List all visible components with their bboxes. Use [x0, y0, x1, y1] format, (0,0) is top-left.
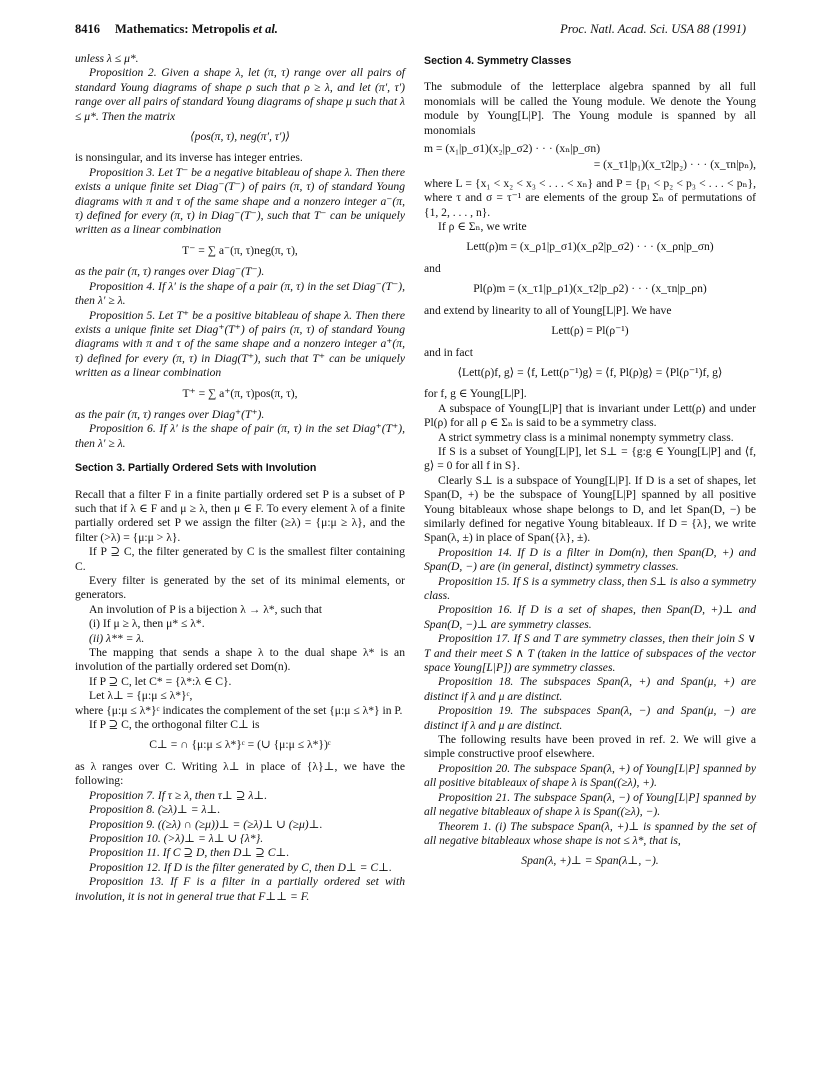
equation: ⟨Lett(ρ)f, g⟩ = ⟨f, Lett(ρ⁻¹)g⟩ = ⟨f, Pl(ρ)g⟩ = ⟨Pl(ρ⁻¹)f, g⟩ [457, 365, 723, 379]
list-item: (i) If μ ≥ λ, then μ* ≤ λ*. [89, 617, 205, 631]
equation: Lett(ρ) = Pl(ρ⁻¹) [551, 324, 629, 338]
proposition: Proposition 17. If S and T are symmetry classes, then their join S ∨ T and their meet S ∧ T (taken in the lattice of subspaces of the vector space Young[L|P]) are symmetry classes. [424, 632, 756, 675]
paragraph: If S is a subset of Young[L|P], let S⊥ = {g:g ∈ Young[L|P] and ⟨f, g⟩ = 0 for all f in S}. [424, 444, 756, 473]
proposition: Proposition 3. Let T⁻ be a negative bitableau of shape λ. Then there exists a unique finite set Diag⁻(T⁻) of pairs (π, τ) of standard Young diagrams with π and τ of the same shape and a nonzero integer a⁻(π, τ) defined for every (π, τ) in Diag⁻(T⁻), such that T⁻ can be uniquely written as a linear combination [75, 165, 405, 237]
paragraph: A subspace of Young[L|P] that is invariant under Lett(ρ) and under Pl(ρ) for all ρ ∈ Σₙ is said to be a symmetry class. [424, 401, 756, 430]
paragraph: Clearly S⊥ is a subspace of Young[L|P]. If D is a set of shapes, let Span(D, +) be the subspace of Young[L|P] spanned by all positive Young bitableaux whose shape belongs to D, and let Span(D, −) be similarly defined for negative Young bitableaux. If D = {λ}, we write Span(λ, ±) in place of Span({λ}, ±). [424, 473, 756, 545]
paragraph: and [424, 261, 441, 275]
proposition: Proposition 12. If D is the filter generated by C, then D⊥ = C⊥. [89, 860, 392, 874]
paragraph: and extend by linearity to all of Young[L|P]. We have [424, 303, 672, 317]
section-title: Mathematics: Metropolis et al. [115, 22, 278, 36]
equation: T⁻ = ∑ a⁻(π, τ)neg(π, τ), [182, 243, 298, 257]
paragraph: If P ⊇ C, let C* = {λ*:λ ∈ C}. [89, 674, 232, 688]
paragraph: Let λ⊥ = {μ:μ ≤ λ*}ᶜ, [89, 689, 193, 703]
proposition: Proposition 9. ((≥λ) ∩ (≥μ))⊥ = (≥λ)⊥ ∪ (≥μ)⊥. [89, 817, 323, 831]
proposition: Proposition 7. If τ ≥ λ, then τ⊥ ⊇ λ⊥. [89, 788, 268, 802]
paragraph: and in fact [424, 345, 473, 359]
paragraph: as λ ranges over C. Writing λ⊥ in place of {λ}⊥, we have the following: [75, 759, 405, 788]
left-column [75, 52, 405, 904]
proposition: Proposition 6. If λ′ is the shape of pair (π, τ) in the set Diag⁺(T⁺), then λ′ ≥ λ. [75, 422, 405, 450]
paragraph: is nonsingular, and its inverse has integer entries. [75, 151, 303, 165]
paragraph: where L = {x₁ < x₂ < x₃ < . . . < xₙ} and P = {p₁ < p₂ < p₃ < . . . < pₙ}, where τ and σ = τ⁻¹ are elements of the group Σₙ of permutations of {1, 2, . . . , n}. [424, 176, 756, 219]
proposition: Proposition 14. If D is a filter in Dom(n), then Span(D, +) and Span(D, −) are (in general, distinct) symmetry classes. [424, 545, 756, 574]
paragraph: The mapping that sends a shape λ to the dual shape λ* is an involution of the partially ordered set Dom(n). [75, 646, 405, 674]
paragraph: The following results have been proved in ref. 2. We will give a simple constructive proof elsewhere. [424, 733, 756, 761]
equation: C⊥ = ∩ {μ:μ ≤ λ*}ᶜ = (∪ {μ:μ ≤ λ*})ᶜ [149, 738, 331, 752]
proposition: Proposition 18. The subspaces Span(λ, +) and Span(μ, +) are distinct if λ and μ are distinct. [424, 675, 756, 703]
paragraph: If ρ ∈ Σₙ, we write [438, 220, 527, 234]
page-number: 8416 [75, 22, 100, 36]
paragraph: The submodule of the letterplace algebra spanned by all full monomials will be called the Young module. We denote the Young module by Young[L|P]. The Young module is spanned by all monomials [424, 80, 756, 137]
proposition: Proposition 21. The subspace Span(λ, −) of Young[L|P] spanned by all negative bitableaux of shape λ is Span((≥λ), −). [424, 790, 756, 819]
equation: m = (x₁|p_σ1)(x₂|p_σ2) · · · (xₙ|p_σn) [424, 142, 601, 156]
proposition: Proposition 20. The subspace Span(λ, +) of Young[L|P] spanned by all positive bitableaux of shape λ is Span((≥λ), +). [424, 761, 756, 790]
equation: Span(λ, +)⊥ = Span(λ⊥, −). [521, 854, 659, 868]
proposition: Proposition 11. If C ⊇ D, then D⊥ ⊇ C⊥. [89, 846, 290, 860]
paragraph: where {μ:μ ≤ λ*}ᶜ indicates the complement of the set {μ:μ ≤ λ*} in P. [75, 703, 403, 717]
paragraph: as the pair (π, τ) ranges over Diag⁺(T⁺). [75, 407, 265, 421]
proposition: Proposition 15. If S is a symmetry class, then S⊥ is also a symmetry class. [424, 574, 756, 602]
right-column [424, 52, 756, 876]
proposition: Proposition 13. If F is a filter in a partially ordered set with involution, it is not in general true that F⊥⊥ = F. [75, 875, 405, 903]
equation: Pl(ρ)m = (x_τ1|p_ρ1)(x_τ2|p_ρ2) · · · (x_τn|p_ρn) [473, 282, 707, 296]
equation: = (x_τ1|p₁)(x_τ2|p₂) · · · (x_τn|pₙ), [593, 158, 756, 172]
list-item: (ii) λ** = λ. [89, 631, 145, 645]
paragraph: Recall that a filter F in a finite partially ordered set P is a subset of P such that if λ ∈ F and μ ≥ λ, then μ ∈ F. To every element λ of a finite partially ordered set P we assign the filter (≥λ) = {μ:μ ≥ λ}, and the filter (>λ) = {μ:μ > λ}. [75, 487, 405, 544]
proposition: Proposition 16. If D is a set of shapes, then Span(D, +)⊥ and Span(D, −)⊥ are symmetry classes. [424, 603, 756, 631]
running-header [75, 22, 746, 38]
paragraph: A strict symmetry class is a minimal nonempty symmetry class. [438, 430, 734, 444]
section-heading: Section 3. Partially Ordered Sets with Involution [75, 462, 317, 475]
paragraph: An involution of P is a bijection λ → λ*, such that [89, 602, 323, 616]
proposition: Proposition 8. (≥λ)⊥ = λ⊥. [89, 803, 221, 817]
theorem: Theorem 1. (i) The subspace Span(λ, +)⊥ is spanned by the set of all negative bitableaux whose shape is not ≤ λ*, that is, [424, 819, 756, 847]
proposition: Proposition 10. (>λ)⊥ = λ⊥ ∪ {λ*}. [89, 831, 264, 845]
equation: ⟨pos(π, τ), neg(π′, τ′)⟩ [190, 130, 290, 144]
paragraph: If P ⊇ C, the filter generated by C is the smallest filter containing C. [75, 545, 405, 573]
paragraph: If P ⊇ C, the orthogonal filter C⊥ is [89, 718, 260, 732]
equation: Lett(ρ)m = (x_ρ1|p_σ1)(x_ρ2|p_σ2) · · · (x_ρn|p_σn) [466, 240, 714, 254]
proposition: Proposition 5. Let T⁺ be a positive bitableau of shape λ. Then there exists a unique finite set Diag⁺(T⁺) of pairs (π, τ) of standard Young diagrams with π and τ of the same shape and a nonzero integer a⁺(π, τ) defined for every (π, τ) in Diag(T⁺), such that T⁺ can be uniquely written as a linear combination [75, 308, 405, 380]
equation: T⁺ = ∑ a⁺(π, τ)pos(π, τ), [182, 386, 298, 400]
paragraph: for f, g ∈ Young[L|P]. [424, 387, 527, 401]
paragraph: Every filter is generated by the set of its minimal elements, or generators. [75, 574, 405, 602]
proposition: Proposition 19. The subspaces Span(λ, −) and Span(μ, −) are distinct if λ and μ are distinct. [424, 704, 756, 732]
paragraph: unless λ ≤ μ*. [75, 52, 139, 65]
paragraph: as the pair (π, τ) ranges over Diag⁻(T⁻). [75, 265, 265, 279]
journal-citation: Proc. Natl. Acad. Sci. USA 88 (1991) [560, 22, 746, 36]
proposition: Proposition 4. If λ′ is the shape of a pair (π, τ) in the set Diag⁻(T⁻), then λ′ ≥ λ. [75, 279, 405, 308]
section-heading: Section 4. Symmetry Classes [424, 55, 572, 67]
proposition: Proposition 2. Given a shape λ, let (π, τ) range over all pairs of standard Young diagrams of shape ρ such that ρ ≥ λ, and let (π′, τ′) range over all pairs of standard Young diagrams of shape μ such that λ ≤ μ*. Then the matrix [75, 66, 405, 123]
